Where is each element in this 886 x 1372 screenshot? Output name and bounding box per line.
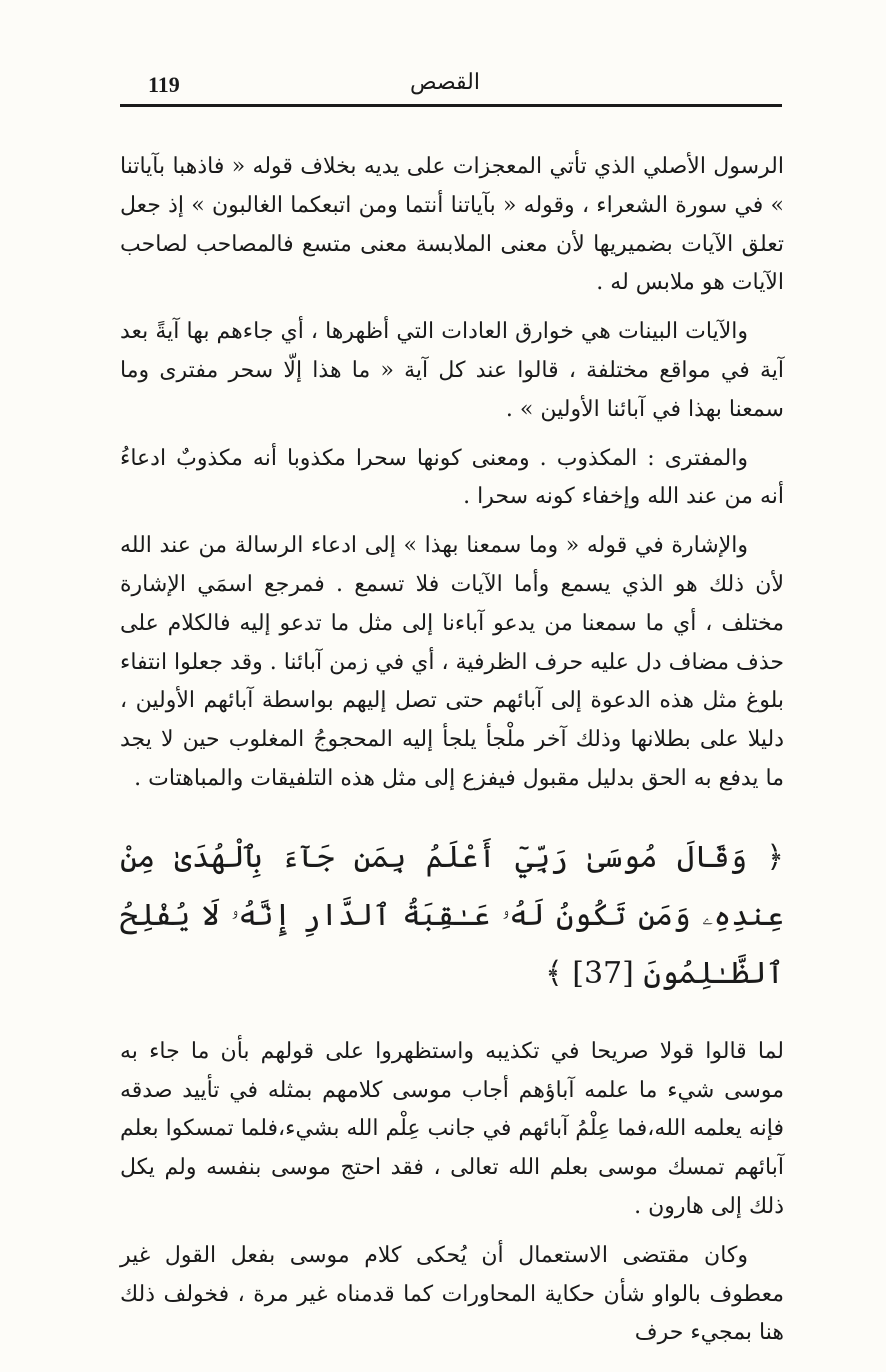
paragraph-4: والإشارة في قوله « وما سمعنا بهذا » إلى ادعاء الرسالة من عند الله لأن ذلك هو الذي يسمع وأما الآيات فلا تسمع . فمرجع اسمَي الإشارة مختلف ، أي ما سمعنا من يدعو آباءنا إلى مثل ما تدعو إليه فالكلام على حذف مضاف دل عليه حرف الظرفية ، أي في زمن آبائنا . وقد جعلوا انتفاء بلوغ مثل هذه الدعوة إلى آبائهم حتى تصل إليهم بواسطة آبائهم الأولين ، دليلا على بطلانها وذلك آخر ملْجأ يلجأ إليه المحجوجُ المغلوب حين لا يجد ما يدفع به الحق بدليل مقبول فيفزع إلى مثل هذه التلفيقات والمباهتات .: [120, 533, 784, 791]
page-number: 119: [148, 72, 180, 97]
paragraph-6: وكان مقتضى الاستعمال أن يُحكى كلام موسى بفعل القول غير معطوف بالواو شأن حكاية المحاورات كما قدمناه غير مرة ، فخولف ذلك هنا بمجيء حرف: [120, 1242, 784, 1346]
running-title: القصص: [410, 70, 480, 95]
page-header: [120, 62, 782, 102]
paragraph-3: والمفترى : المكذوب . ومعنى كونها سحرا مكذوبا أنه مكذوبٌ ادعاءُ أنه من عند الله وإخفاء كونه سحرا .: [120, 445, 784, 510]
paragraph-1: الرسول الأصلي الذي تأتي المعجزات على يديه بخلاف قوله « فاذهبا بآياتنا » في سورة الشعراء ، وقوله « بآياتنا أنتما ومن اتبعكما الغالبون » إذ جعل تعلق الآيات بضميريها لأن معنى الملابسة معنى متسع فالمصاحب لصاحب الآيات هو ملابس له .: [120, 154, 784, 296]
paragraph-5: لما قالوا قولا صريحا في تكذيبه واستظهروا على قولهم بأن ما جاء به موسى شيء ما علمه آباؤهم أجاب موسى كلامهم بمثله في تأييد صدقه فإنه يعلمه الله،فما عِلْمُ آبائهم في جانب عِلْم الله بشيء،فلما تمسكوا بعلم آبائهم تمسك موسى بعلم الله تعالى ، فقد احتج موسى بنفسه ولم يكل ذلك إلى هارون .: [120, 1038, 784, 1219]
header-rule: [120, 104, 782, 107]
page-body: [120, 148, 784, 1353]
quran-verse: ﴿ وَقَالَ مُوسَىٰ رَبِّيٓ أَعْلَمُ بِمَن جَآءَ بِٱلْهُدَىٰ مِنْ عِندِهِۦ وَمَن تَكُونُ لَهُۥ عَـٰقِبَةُ ٱلدَّارِ إِنَّهُۥ لَا يُفْلِحُ ٱلظَّـٰلِمُونَ [37] ﴾: [120, 839, 784, 991]
paragraph-2: والآيات البينات هي خوارق العادات التي أظهرها ، أي جاءهم بها آيةً بعد آية في مواقع مختلفة ، قالوا عند كل آية « ما هذا إلّا سحر مفترى وما سمعنا بهذا في آبائنا الأولين » .: [120, 319, 784, 422]
